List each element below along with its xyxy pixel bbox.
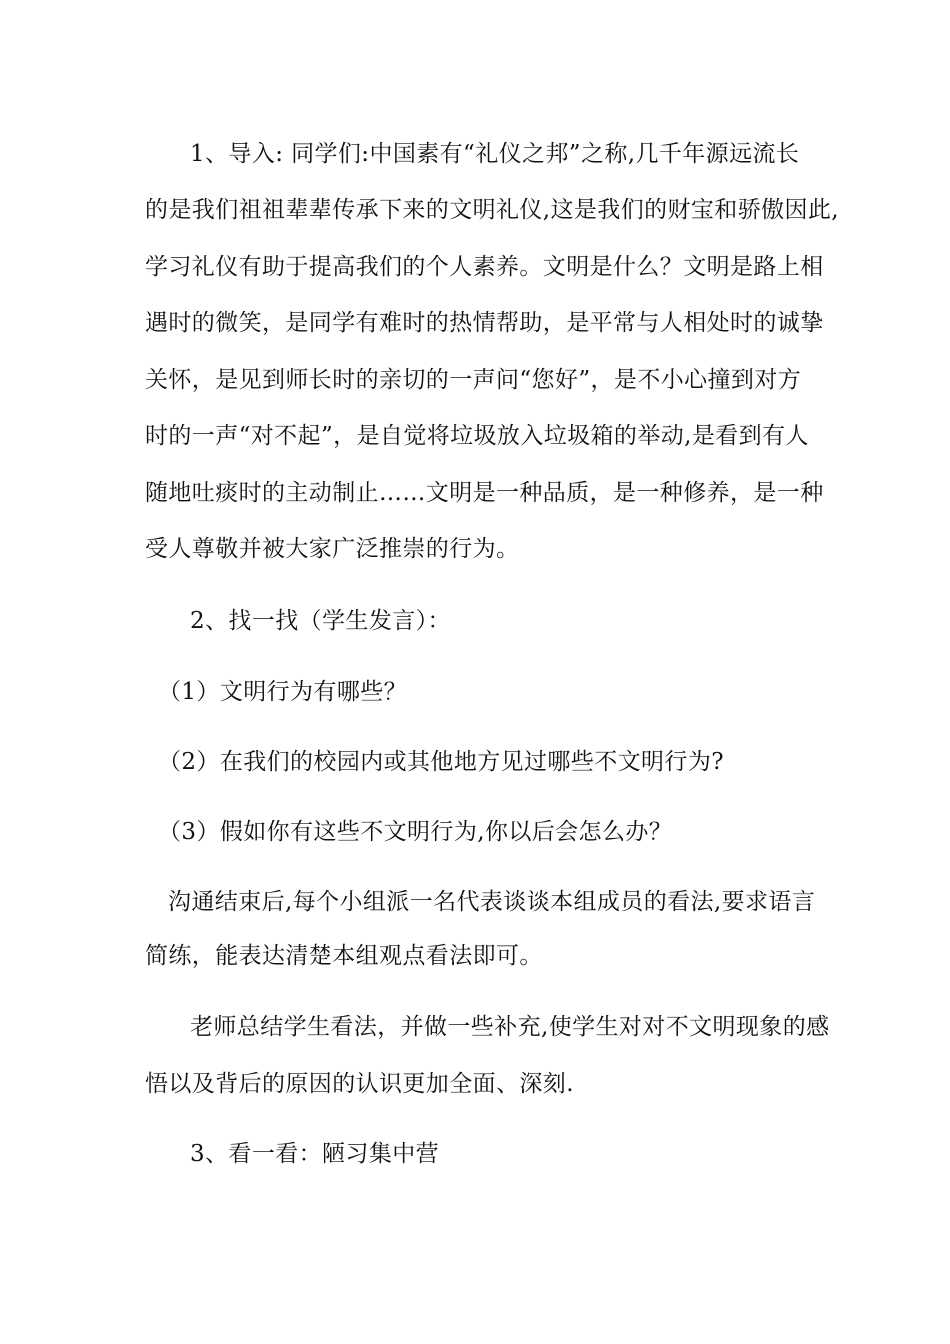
section-heading-look: 3、看一看：陋习集中营: [190, 1141, 440, 1167]
text-line: 遇时的微笑，是同学有难时的热情帮助，是平常与人相处时的诚挚: [145, 310, 824, 336]
question-2: （2）在我们的校园内或其他地方见过哪些不文明行为?: [158, 749, 724, 775]
text-line: 关怀，是见到师长时的亲切的一声问“您好”，是不小心撞到对方: [145, 367, 802, 393]
text-line: 的是我们祖祖辈辈传承下来的文明礼仪,这是我们的财宝和骄傲因此,: [145, 197, 840, 223]
question-1: （1）文明行为有哪些？: [158, 679, 408, 705]
text-line: 悟以及背后的原因的认识更加全面、深刻.: [145, 1071, 574, 1097]
text-line: 时的一声“对不起”，是自觉将垃圾放入垃圾箱的举动,是看到有人: [145, 423, 809, 449]
text-line: 简练，能表达清楚本组观点看法即可。: [145, 943, 543, 969]
text-line: 受人尊敬并被大家广泛推崇的行为。: [145, 536, 520, 562]
section-heading-find: 2、找一找（学生发言）：: [190, 608, 451, 634]
text-line: 随地吐痰时的主动制止……文明是一种品质，是一种修养，是一种: [145, 480, 824, 506]
question-3: （3）假如你有这些不文明行为,你以后会怎么办？: [158, 819, 673, 845]
text-line: 学习礼仪有助于提高我们的个人素养。文明是什么？文明是路上相: [145, 254, 824, 280]
text-line: 1、导入: 同学们:中国素有“礼仪之邦”之称,几千年源远流长: [190, 141, 800, 167]
text-line: 沟通结束后,每个小组派一名代表谈谈本组成员的看法,要求语言: [168, 889, 816, 915]
text-line: 老师总结学生看法，并做一些补充,使学生对对不文明现象的感: [190, 1014, 830, 1040]
